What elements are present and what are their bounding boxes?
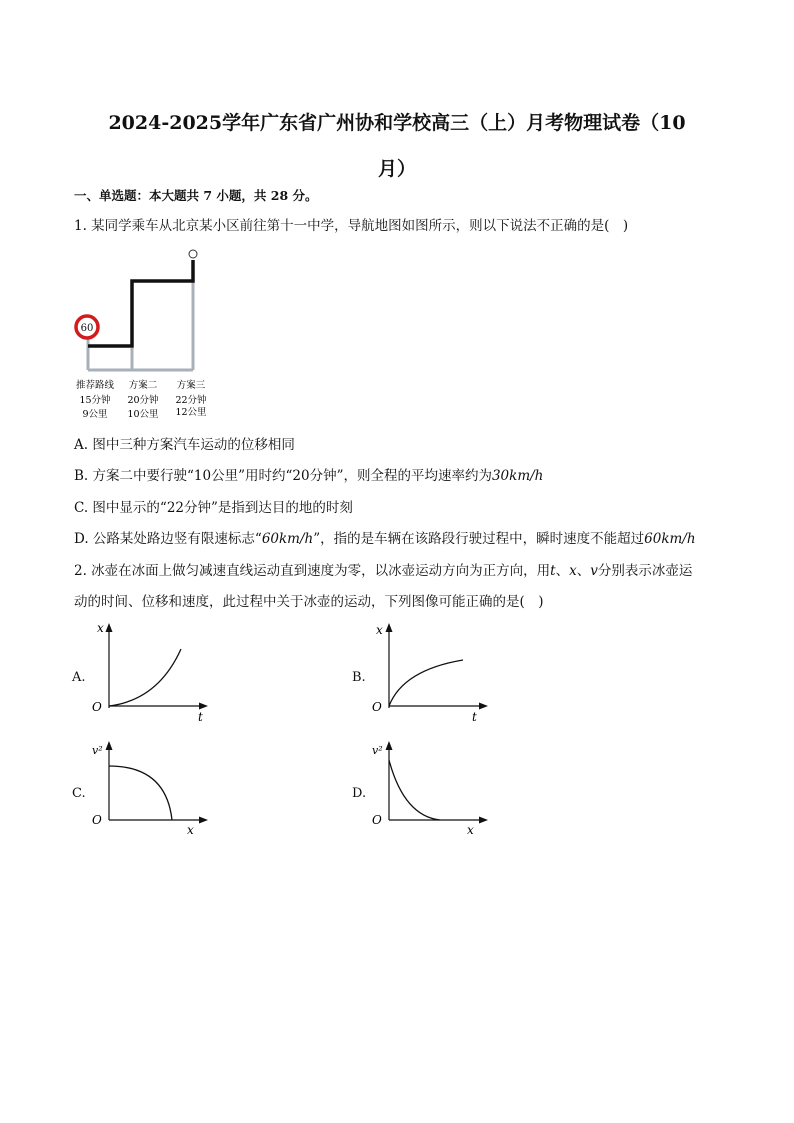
graph-c bbox=[88, 738, 218, 842]
graph-c-label: C. bbox=[72, 786, 86, 801]
q1-option-d-speed-1: 60km/h bbox=[261, 531, 314, 547]
question-1-stem: 1. 某同学乘车从北京某小区前往第十一中学，导航地图如图所示，则以下说法不正确的是( ) bbox=[74, 218, 629, 234]
q1-option-c: C. 图中显示的“22分钟”是指到达目的地的时刻 bbox=[74, 500, 353, 516]
route-1-dist: 9公里 bbox=[82, 409, 108, 420]
q1-option-d-text-1: D. 公路某处路边竖有限速标志“ bbox=[74, 531, 262, 547]
route-1-name: 推荐路线 bbox=[75, 380, 115, 391]
question-2-stem-line-1 bbox=[74, 561, 692, 581]
q2-var-x: x bbox=[569, 563, 577, 579]
route-3-dist: 12公里 bbox=[175, 407, 207, 418]
graph-b bbox=[368, 620, 498, 730]
graph-c-x-label: x bbox=[187, 823, 194, 837]
q2-stem-text-1: 2. 冰壶在冰面上做匀减速直线运动直到速度为零，以冰壶运动方向为正方向，用 bbox=[74, 563, 551, 579]
q1-option-b-speed: 30km/h bbox=[491, 468, 544, 484]
q2-sep-2: 、 bbox=[576, 563, 591, 579]
graph-d-y-label: v² bbox=[372, 744, 383, 757]
graph-b-y-arrow bbox=[386, 623, 393, 632]
navigation-map-figure bbox=[70, 244, 215, 429]
graph-a-y-label: x bbox=[97, 621, 104, 635]
graph-b-origin: O bbox=[372, 700, 382, 714]
graph-d-x-arrow bbox=[479, 817, 488, 824]
graph-b-x-label: t bbox=[472, 710, 477, 724]
route-2-time: 20分钟 bbox=[127, 395, 159, 406]
graph-d-label: D. bbox=[352, 786, 367, 801]
graph-a-x-arrow bbox=[199, 703, 208, 710]
question-2-stem-line-2: 动的时间、位移和速度，此过程中关于冰壶的运动，下列图像可能正确的是( ) bbox=[74, 594, 544, 610]
q1-option-d-text-2: ”，指的是车辆在该路段行驶过程中，瞬时速度不能超过 bbox=[313, 531, 645, 547]
graph-d-x-label: x bbox=[467, 823, 474, 837]
route-2-name: 方案二 bbox=[128, 380, 158, 391]
graph-a-y-arrow bbox=[106, 623, 113, 632]
q1-option-a: A. 图中三种方案汽车运动的位移相同 bbox=[74, 437, 295, 453]
route-1-time: 15分钟 bbox=[79, 395, 111, 406]
paper-title bbox=[60, 100, 734, 192]
graph-a-curve bbox=[109, 649, 181, 706]
q1-option-b bbox=[74, 466, 543, 486]
graph-c-x-arrow bbox=[199, 817, 208, 824]
title-line-1: 2024-2025学年广东省广州协和学校高三（上）月考物理试卷（10 bbox=[108, 112, 686, 134]
graph-d-y-arrow bbox=[386, 741, 393, 750]
q2-sep-1: 、 bbox=[555, 563, 570, 579]
graph-a-origin: O bbox=[92, 700, 102, 714]
graph-a-label: A. bbox=[72, 670, 86, 685]
route-3-time: 22分钟 bbox=[175, 395, 207, 406]
section-heading: 一、单选题：本大题共 7 小题，共 28 分。 bbox=[74, 188, 318, 203]
q2-var-t: t bbox=[550, 563, 556, 579]
graph-c-y-arrow bbox=[106, 741, 113, 750]
q1-option-b-text: B. 方案二中要行驶“10公里”用时约“20分钟”，则全程的平均速率约为 bbox=[74, 468, 492, 484]
q2-var-v: v bbox=[590, 563, 598, 579]
graph-c-origin: O bbox=[92, 813, 102, 827]
q1-option-d-speed-2: 60km/h bbox=[644, 531, 696, 547]
destination-marker bbox=[189, 250, 197, 258]
route-recommended-line bbox=[88, 260, 193, 346]
graph-b-y-label: x bbox=[376, 623, 383, 637]
title-line-2: 月） bbox=[377, 158, 416, 180]
route-3-name: 方案三 bbox=[176, 380, 206, 391]
route-2-dist: 10公里 bbox=[127, 409, 159, 420]
graph-c-curve bbox=[109, 766, 172, 820]
graph-b-curve bbox=[389, 660, 463, 706]
graph-c-y-label: v² bbox=[92, 744, 103, 757]
graph-b-label: B. bbox=[352, 670, 366, 685]
graph-d-origin: O bbox=[372, 813, 382, 827]
graph-a bbox=[88, 620, 218, 730]
q1-option-d bbox=[74, 529, 696, 549]
q2-stem-text-2: 分别表示冰壶运 bbox=[597, 563, 693, 579]
graph-b-x-arrow bbox=[479, 703, 488, 710]
graph-d-curve bbox=[389, 760, 440, 820]
graph-a-x-label: t bbox=[198, 710, 203, 724]
graph-d bbox=[368, 738, 498, 842]
speed-limit-value: 60 bbox=[80, 323, 94, 334]
